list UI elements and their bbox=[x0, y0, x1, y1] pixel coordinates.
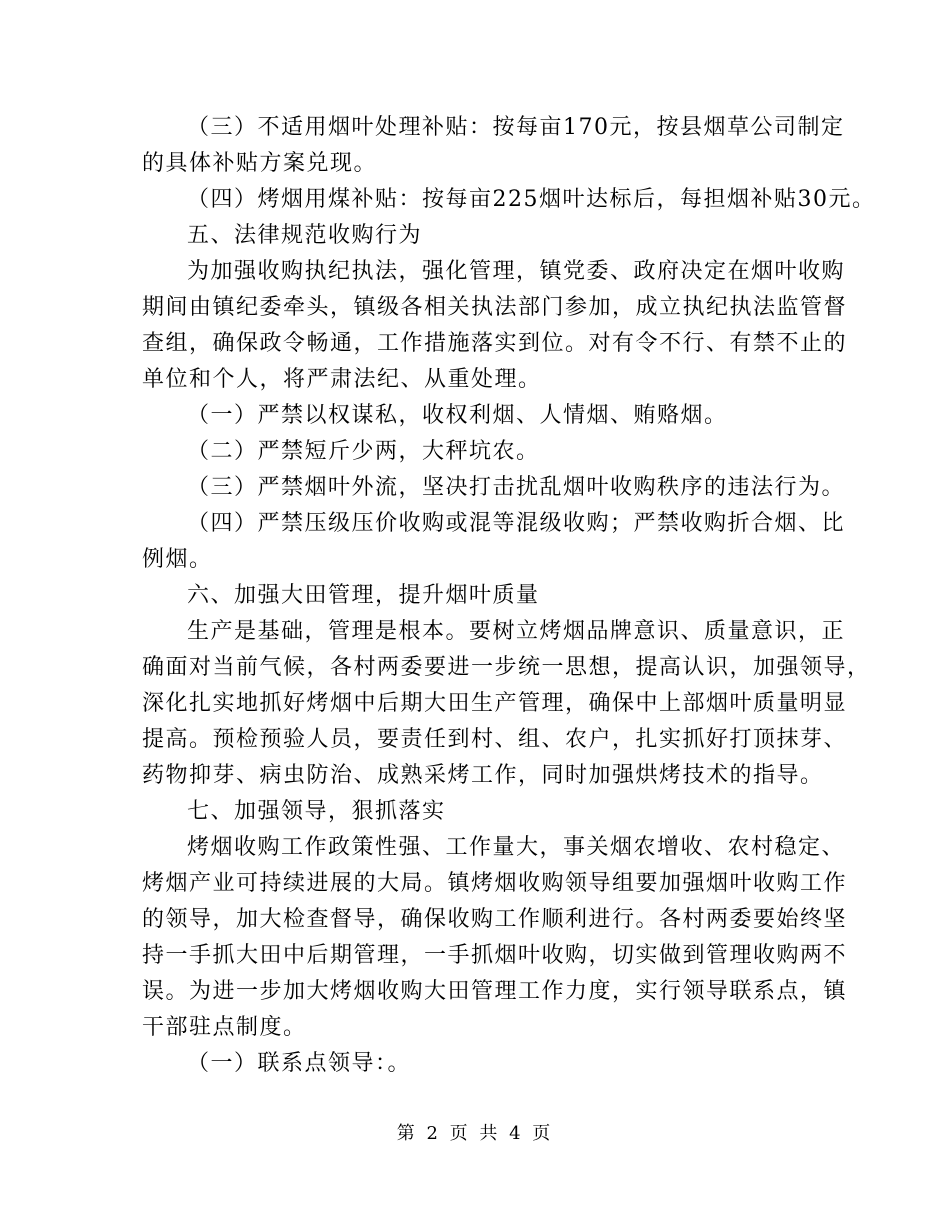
text-line: 的领导，加大检查督导，确保收购工作顺利进行。各村两委要始终坚 bbox=[142, 907, 848, 932]
text-line: 持一手抓大田中后期管理，一手抓烟叶收购，切实做到管理收购两不 bbox=[142, 943, 848, 968]
text-line: 深化扎实地抓好烤烟中后期大田生产管理，确保中上部烟叶质量明显 bbox=[142, 691, 848, 716]
text-line: 五、法律规范收购行为 bbox=[187, 223, 423, 248]
text-line: 药物抑芽、病虫防治、成熟采烤工作，同时加强烘烤技术的指导。 bbox=[142, 763, 824, 788]
text-line: 的具体补贴方案兑现。 bbox=[142, 151, 378, 176]
text-line: （二）严禁短斤少两，大秤坑农。 bbox=[187, 439, 540, 464]
text-line: 确面对当前气候，各村两委要进一步统一思想，提高认识，加强领导， bbox=[142, 655, 871, 680]
text-line: 提高。预检预验人员，要责任到村、组、农户，扎实抓好打顶抹芽、 bbox=[142, 727, 848, 752]
page-footer: 第 2 页 共 4 页 bbox=[396, 1123, 554, 1144]
text-line: 七、加强领导，狠抓落实 bbox=[187, 799, 446, 824]
text-line: （三）严禁烟叶外流，坚决打击扰乱烟叶收购秩序的违法行为。 bbox=[187, 475, 846, 500]
text-line: 误。为进一步加大烤烟收购大田管理工作力度，实行领导联系点，镇 bbox=[142, 979, 848, 1004]
text-line: 生产是基础，管理是根本。要树立烤烟品牌意识、质量意识，正 bbox=[187, 619, 846, 644]
text-line: 期间由镇纪委牵头，镇级各相关执法部门参加，成立执纪执法监管督 bbox=[142, 295, 848, 320]
text-line: 烤烟收购工作政策性强、工作量大，事关烟农增收、农村稳定、 bbox=[187, 835, 846, 860]
text-line: 烤烟产业可持续进展的大局。镇烤烟收购领导组要加强烟叶收购工作 bbox=[142, 871, 848, 896]
text-line: 单位和个人，将严肃法纪、从重处理。 bbox=[142, 367, 542, 392]
text-line: （一）联系点领导：。 bbox=[187, 1051, 412, 1076]
text-line: 例烟。 bbox=[142, 547, 213, 572]
text-line: 六、加强大田管理，提升烟叶质量 bbox=[187, 583, 540, 608]
text-line: （一）严禁以权谋私，收权利烟、人情烟、贿赂烟。 bbox=[187, 403, 728, 428]
document-body bbox=[142, 110, 876, 1082]
text-line: （三）不适用烟叶处理补贴：按每亩170元，按县烟草公司制定 bbox=[187, 115, 845, 140]
text-line: （四）严禁压级压价收购或混等混级收购；严禁收购折合烟、比 bbox=[187, 511, 846, 536]
text-line: 为加强收购执纪执法，强化管理，镇党委、政府决定在烟叶收购 bbox=[187, 259, 846, 284]
text-line: （四）烤烟用煤补贴：按每亩225烟叶达标后，每担烟补贴30元。 bbox=[187, 187, 876, 212]
text-line: 干部驻点制度。 bbox=[142, 1015, 307, 1040]
text-line: 查组，确保政令畅通，工作措施落实到位。对有令不行、有禁不止的 bbox=[142, 331, 848, 356]
